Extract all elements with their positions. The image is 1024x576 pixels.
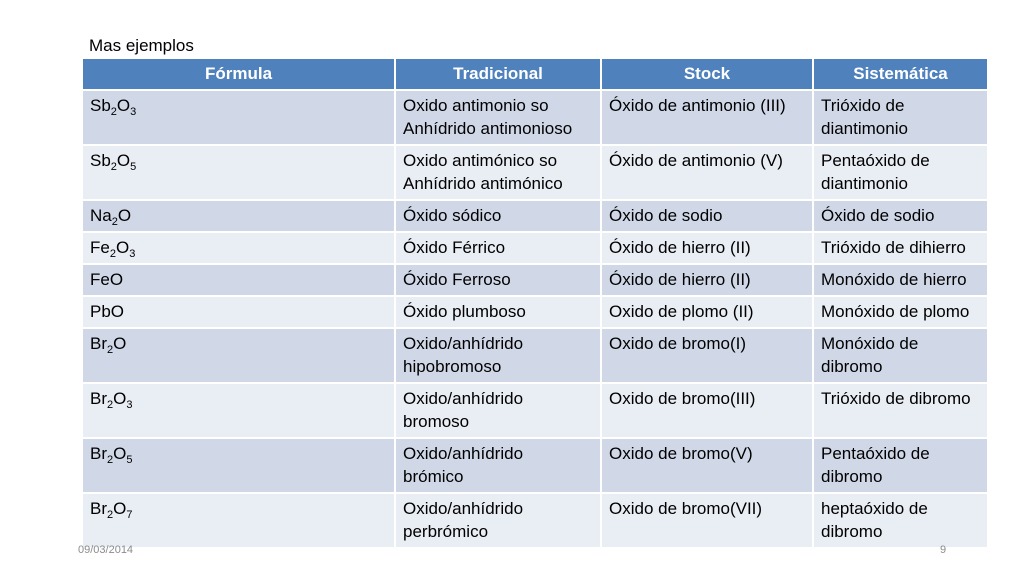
cell-tradicional: [395, 90, 601, 145]
footer-date: 09/03/2014: [78, 544, 134, 556]
cell-line: Óxido de hierro (II): [609, 270, 751, 289]
cell-tradicional: [395, 200, 601, 232]
formula-text: O: [115, 238, 130, 257]
oxides-table: [81, 57, 989, 549]
cell-line: Oxido antimonio so: [403, 96, 549, 115]
table-row: [82, 493, 988, 548]
cell-line: diantimonio: [821, 174, 908, 193]
cell-line: Oxido de bromo(I): [609, 334, 746, 353]
formula-text: O: [117, 206, 132, 225]
cell-stock: [601, 264, 813, 296]
formula-subscript: 2: [107, 399, 114, 411]
cell-line: Oxido/anhídrido: [403, 334, 524, 353]
formula-subscript: 2: [110, 161, 117, 173]
formula-text: Na: [90, 206, 112, 225]
cell-line: Óxido de hierro (II): [609, 238, 751, 257]
formula-text: O: [116, 151, 131, 170]
formula-subscript: 3: [129, 248, 136, 260]
cell-formula: [82, 438, 395, 493]
formula-subscript: 3: [126, 399, 133, 411]
table-row: [82, 90, 988, 145]
cell-line: Óxido de antimonio (V): [609, 151, 783, 170]
cell-line: heptaóxido de: [821, 499, 928, 518]
formula-text: O: [113, 389, 127, 408]
cell-stock: [601, 383, 813, 438]
cell-line: dibromo: [821, 467, 883, 486]
formula-subscript: 2: [107, 509, 114, 521]
formula-text: Br: [90, 499, 107, 518]
table-header-row: [82, 58, 988, 90]
cell-stock: [601, 493, 813, 548]
cell-line: Óxido de sodio: [609, 206, 723, 225]
cell-line: Anhídrido antimónico: [403, 174, 563, 193]
cell-line: Oxido de bromo(V): [609, 444, 753, 463]
cell-line: dibromo: [821, 522, 883, 541]
cell-line: Monóxido de: [821, 334, 919, 353]
cell-line: Óxido sódico: [403, 206, 502, 225]
cell-line: Oxido/anhídrido: [403, 389, 524, 408]
cell-sistematica: [813, 438, 988, 493]
cell-sistematica: [813, 90, 988, 145]
cell-tradicional: [395, 493, 601, 548]
cell-line: Óxido de antimonio (III): [609, 96, 786, 115]
formula-subscript: 2: [107, 454, 114, 466]
cell-stock: [601, 328, 813, 383]
slide-title: Mas ejemplos: [89, 36, 194, 55]
formula-text: FeO: [90, 270, 124, 289]
cell-line: hipobromoso: [403, 357, 502, 376]
cell-line: perbrómico: [403, 522, 489, 541]
cell-formula: [82, 90, 395, 145]
cell-line: dibromo: [821, 357, 883, 376]
formula-text: Br: [90, 389, 107, 408]
formula-subscript: 5: [126, 454, 133, 466]
formula-subscript: 2: [110, 106, 117, 118]
formula-text: PbO: [90, 302, 125, 321]
cell-line: Oxido de plomo (II): [609, 302, 754, 321]
cell-tradicional: [395, 383, 601, 438]
cell-line: Trióxido de dihierro: [821, 238, 966, 257]
cell-line: Oxido de bromo(III): [609, 389, 756, 408]
header-tradicional: Tradicional: [395, 58, 601, 90]
header-formula: Fórmula: [82, 58, 395, 90]
cell-stock: [601, 296, 813, 328]
cell-formula: [82, 200, 395, 232]
cell-stock: [601, 145, 813, 200]
cell-formula: [82, 383, 395, 438]
cell-stock: [601, 438, 813, 493]
cell-tradicional: [395, 328, 601, 383]
formula-text: Br: [90, 444, 107, 463]
cell-line: bromoso: [403, 412, 470, 431]
cell-tradicional: [395, 438, 601, 493]
table-row: [82, 264, 988, 296]
cell-sistematica: [813, 493, 988, 548]
formula-text: O: [113, 334, 127, 353]
table-row: [82, 145, 988, 200]
cell-line: Oxido/anhídrido: [403, 499, 524, 518]
cell-stock: [601, 90, 813, 145]
formula-subscript: 2: [109, 248, 116, 260]
cell-formula: [82, 145, 395, 200]
cell-sistematica: [813, 264, 988, 296]
cell-sistematica: [813, 232, 988, 264]
cell-line: Pentaóxido de: [821, 151, 930, 170]
cell-formula: [82, 328, 395, 383]
cell-tradicional: [395, 145, 601, 200]
cell-line: Oxido antimónico so: [403, 151, 558, 170]
cell-sistematica: [813, 145, 988, 200]
cell-stock: [601, 200, 813, 232]
header-sistematica: Sistemática: [813, 58, 988, 90]
formula-subscript: 2: [111, 216, 118, 228]
cell-sistematica: [813, 383, 988, 438]
table-row: [82, 438, 988, 493]
cell-formula: [82, 296, 395, 328]
cell-line: Óxido Férrico: [403, 238, 506, 257]
table-row: [82, 232, 988, 264]
formula-subscript: 5: [130, 161, 137, 173]
cell-line: Monóxido de hierro: [821, 270, 967, 289]
formula-text: Sb: [90, 96, 111, 115]
cell-line: Óxido de sodio: [821, 206, 935, 225]
cell-line: Oxido/anhídrido: [403, 444, 524, 463]
table-row: [82, 383, 988, 438]
cell-line: Trióxido de: [821, 96, 905, 115]
cell-sistematica: [813, 296, 988, 328]
cell-line: diantimonio: [821, 119, 908, 138]
cell-formula: [82, 493, 395, 548]
cell-formula: [82, 232, 395, 264]
cell-tradicional: [395, 264, 601, 296]
cell-sistematica: [813, 200, 988, 232]
formula-text: O: [116, 96, 131, 115]
formula-text: O: [113, 444, 127, 463]
cell-stock: [601, 232, 813, 264]
formula-subscript: 3: [130, 106, 137, 118]
formula-text: Br: [90, 334, 107, 353]
cell-line: Óxido Ferroso: [403, 270, 511, 289]
footer-page-number: 9: [940, 544, 947, 556]
cell-tradicional: [395, 232, 601, 264]
cell-sistematica: [813, 328, 988, 383]
table-body: [82, 90, 988, 548]
cell-line: Anhídrido antimonioso: [403, 119, 573, 138]
table-row: [82, 328, 988, 383]
cell-line: Pentaóxido de: [821, 444, 930, 463]
table-row: [82, 296, 988, 328]
cell-line: Monóxido de plomo: [821, 302, 970, 321]
formula-text: O: [113, 499, 127, 518]
cell-formula: [82, 264, 395, 296]
formula-subscript: 2: [107, 344, 114, 356]
formula-text: Fe: [90, 238, 110, 257]
cell-line: Óxido plumboso: [403, 302, 526, 321]
cell-tradicional: [395, 296, 601, 328]
cell-line: brómico: [403, 467, 464, 486]
cell-line: Trióxido de dibromo: [821, 389, 971, 408]
cell-line: Oxido de bromo(VII): [609, 499, 763, 518]
formula-text: Sb: [90, 151, 111, 170]
formula-subscript: 7: [126, 509, 133, 521]
table-row: [82, 200, 988, 232]
header-stock: Stock: [601, 58, 813, 90]
